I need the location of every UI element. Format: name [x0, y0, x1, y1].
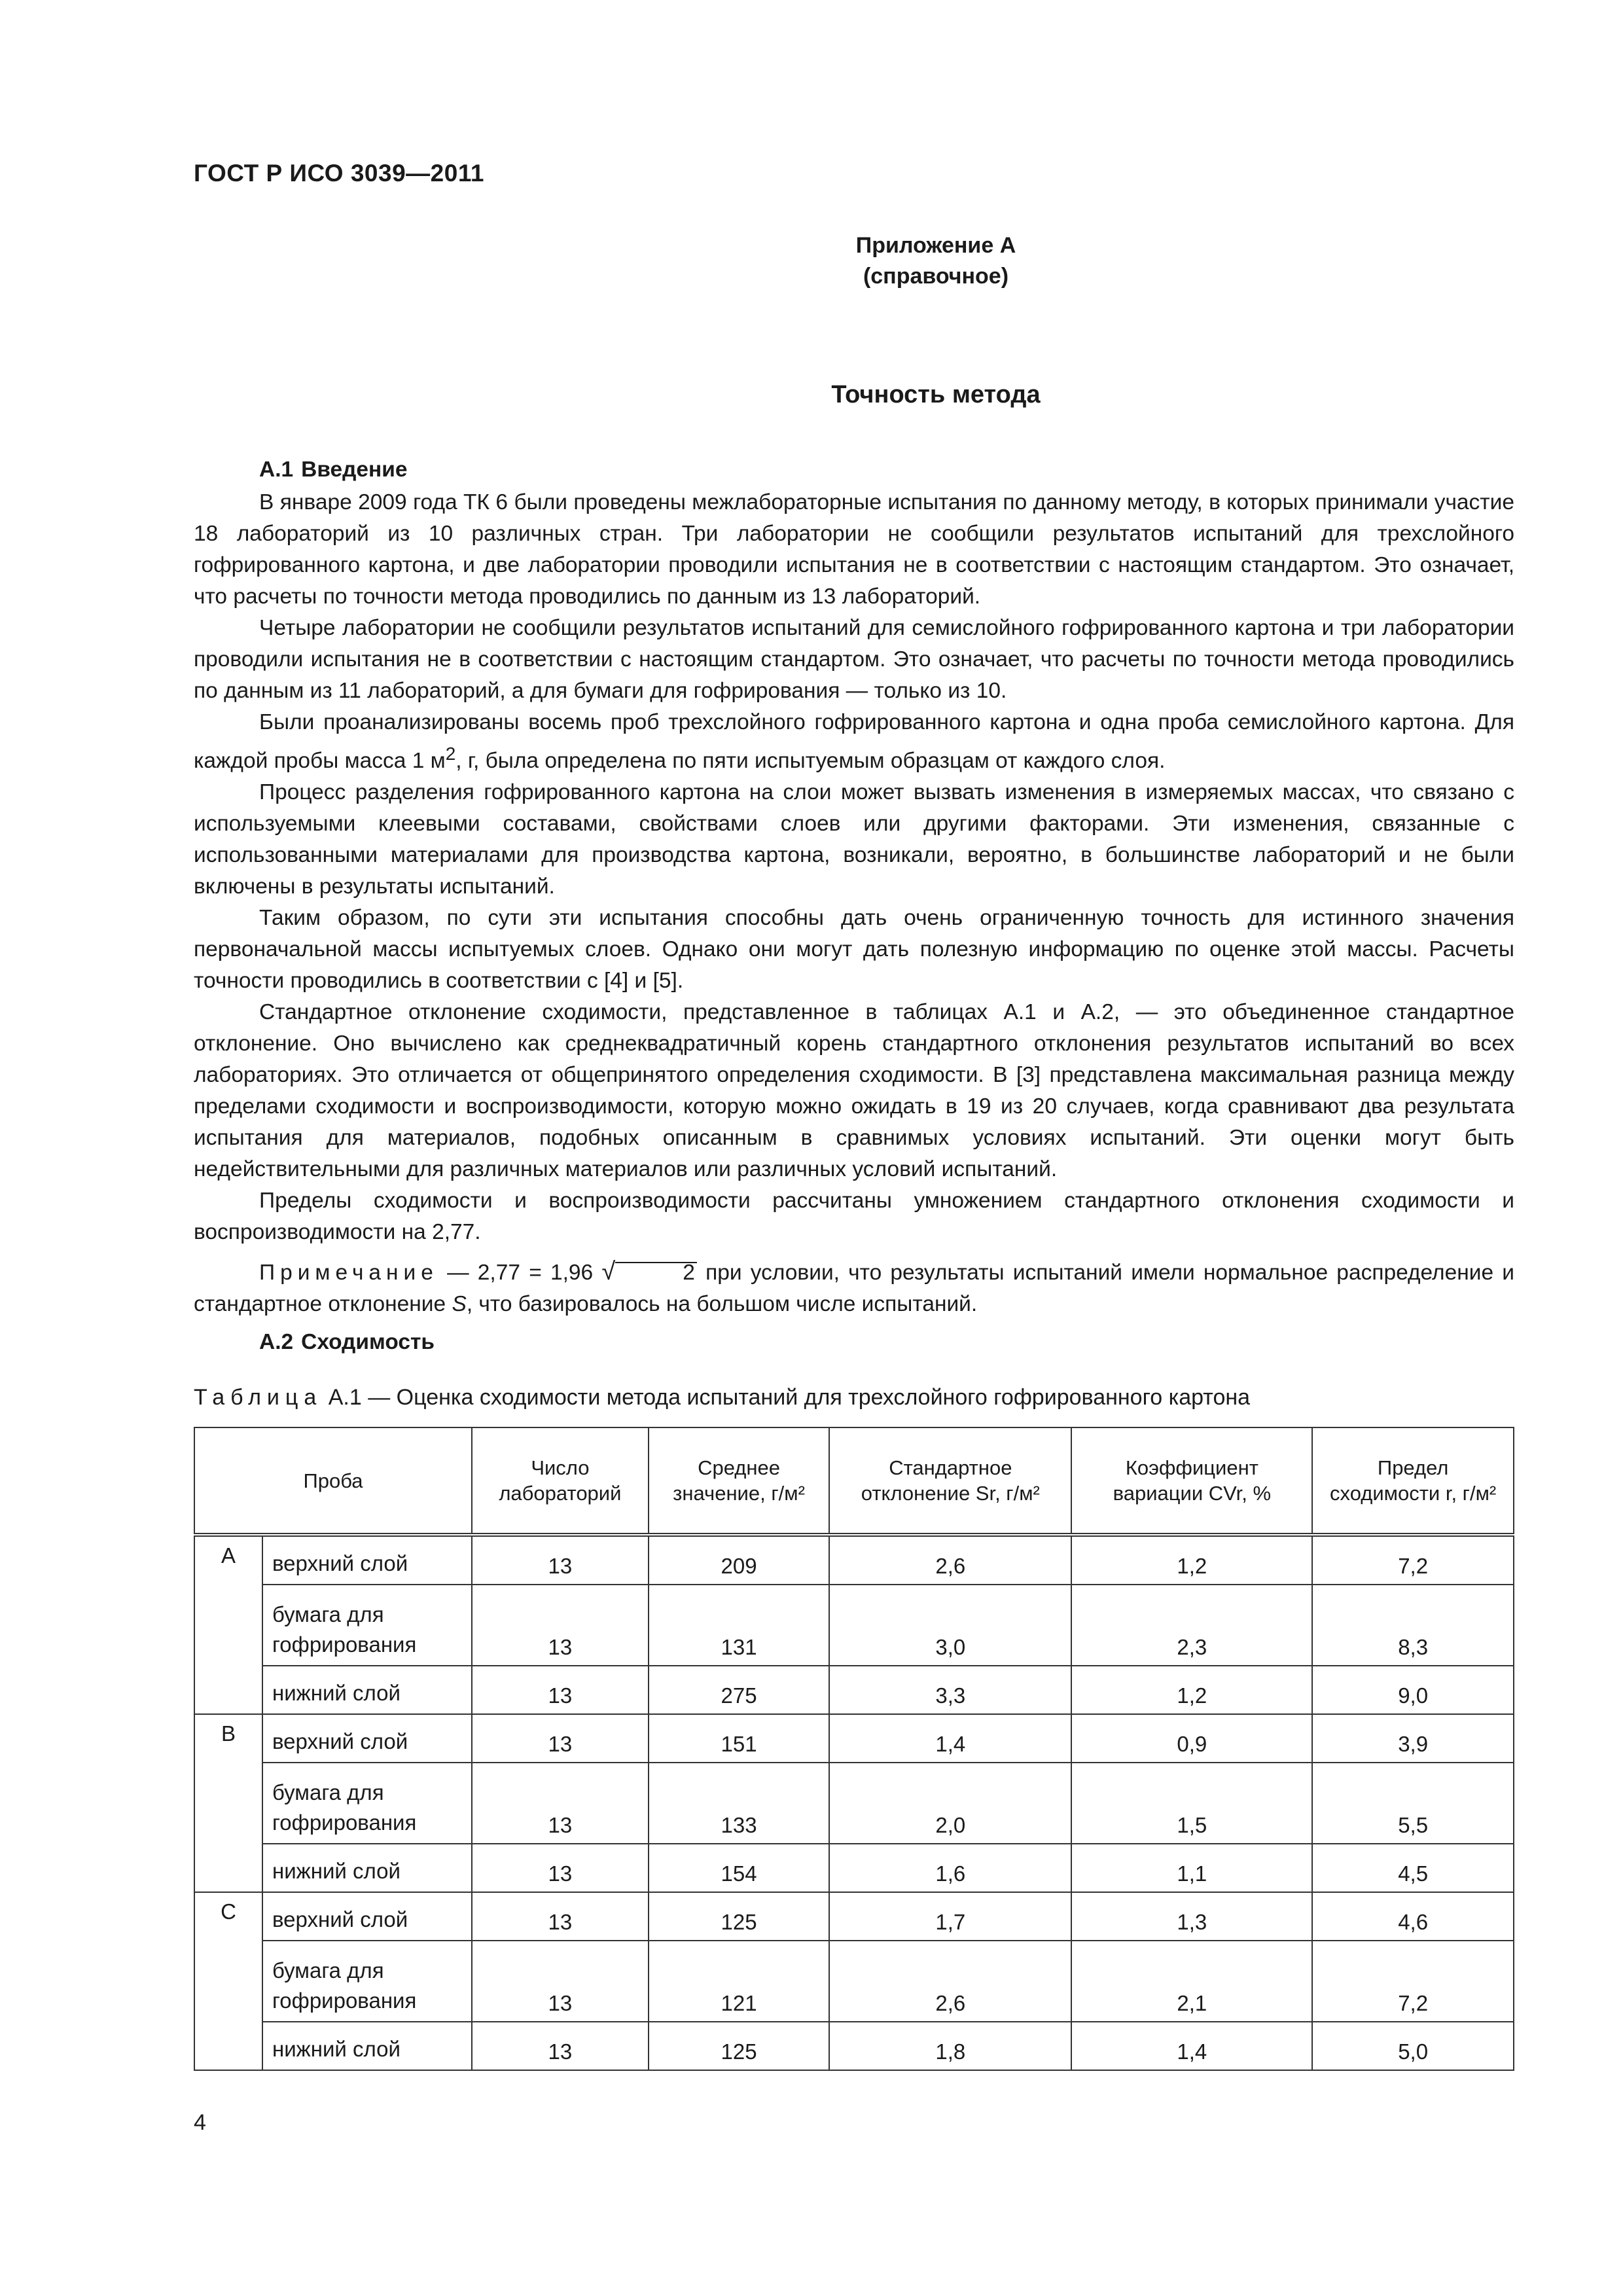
note-text: при условии, что результаты испытаний имели нормальное распределение и стандартное отклонение [194, 1261, 1514, 1317]
sd-cell: 1,4 [829, 1714, 1071, 1763]
table-header-row [194, 1427, 1514, 1535]
sd-cell: 2,6 [829, 1941, 1071, 2022]
cv-cell: 1,5 [1071, 1763, 1312, 1844]
sd-cell: 1,8 [829, 2022, 1071, 2070]
table-row [194, 1763, 1514, 1844]
header-labs: Число лабораторий [472, 1427, 649, 1535]
note-label: Примечание [259, 1261, 438, 1285]
layer-cell: бумага для гофрирования [262, 1585, 472, 1666]
header-limit: Предел сходимости r, г/м² [1312, 1427, 1514, 1535]
paragraph: В январе 2009 года ТК 6 были проведены межлабораторные испытания по данному методу, в которых принимали участие 18 лабораторий из 10 различных стран. Три лаборатории не сообщили результатов испытаний для трехслойного гофрированного картона, и две лаборатории проводили испытания не в соответствии с настоящим стандартом. Это означает, что расчеты по точности метода проводились по данным из 13 лабораторий. [194, 490, 1514, 609]
limit-cell: 5,0 [1312, 2022, 1514, 2070]
table-row [194, 1666, 1514, 1714]
mean-cell: 125 [649, 1892, 830, 1941]
labs-cell: 13 [472, 1585, 649, 1666]
cv-cell: 2,3 [1071, 1585, 1312, 1666]
table-row [194, 2022, 1514, 2070]
cv-cell: 0,9 [1071, 1714, 1312, 1763]
annex-type: (справочное) [863, 264, 1009, 289]
sd-cell: 3,3 [829, 1666, 1071, 1714]
mean-cell: 125 [649, 2022, 830, 2070]
sd-cell: 2,6 [829, 1535, 1071, 1585]
cv-cell: 1,2 [1071, 1535, 1312, 1585]
layer-cell: нижний слой [262, 1666, 472, 1714]
annex-title: Приложение А [855, 233, 1016, 258]
layer-cell: бумага для гофрирования [262, 1941, 472, 2022]
paragraph-text: Были проанализированы восемь проб трехслойного гофрированного картона и одна проба семислойного картона. Для каждой пробы масса 1 м [194, 710, 1514, 774]
subsection-heading-repeatability [259, 1327, 1514, 1359]
superscript: 2 [445, 744, 456, 764]
cv-cell: 1,3 [1071, 1892, 1312, 1941]
header-sample: Проба [194, 1427, 472, 1535]
document-id: ГОСТ Р ИСО 3039—2011 [194, 160, 484, 187]
subsection-title: Сходимость [301, 1330, 435, 1355]
layer-cell: верхний слой [262, 1892, 472, 1941]
limit-cell: 4,5 [1312, 1844, 1514, 1892]
cv-cell: 1,2 [1071, 1666, 1312, 1714]
page-number: 4 [194, 2110, 206, 2135]
subsection-title: Введение [301, 457, 408, 482]
note-text: , что базировалось на большом числе испытаний. [466, 1292, 978, 1317]
note-formula: — 2,77 = 1,96 [438, 1261, 602, 1285]
header-sd: Стандартное отклонение Sr, г/м² [829, 1427, 1071, 1535]
header-mean: Среднее значение, г/м² [649, 1427, 830, 1535]
table-row [194, 1535, 1514, 1585]
table-row [194, 1714, 1514, 1763]
mean-cell: 151 [649, 1714, 830, 1763]
limit-cell: 7,2 [1312, 1941, 1514, 2022]
paragraph: Стандартное отклонение сходимости, представленное в таблицах А.1 и А.2, — это объединенное стандартное отклонение. Оно вычислено как среднеквадратичный корень стандартного отклонения результатов испытаний во всех лабораториях. Это отличается от общепринятого определения сходимости. В [3] представлена максимальная разница между пределами сходимости и воспроизводимости, которую можно ожидать в 19 из 20 случаев, когда сравнивают два результата испытания для материалов, подобных описанным в сравнимых условиях испытаний. Эти оценки могут быть недействительными для различных материалов или различных условий испытаний. [194, 1000, 1514, 1182]
section-title: Точность метода [831, 381, 1041, 408]
sqrt-sign: √ [601, 1258, 616, 1286]
table-row [194, 1892, 1514, 1941]
table-caption-label: Таблица [194, 1385, 323, 1410]
labs-cell: 13 [472, 1941, 649, 2022]
subsection-number: А.2 [259, 1330, 294, 1355]
mean-cell: 209 [649, 1535, 830, 1585]
cv-cell: 1,1 [1071, 1844, 1312, 1892]
labs-cell: 13 [472, 1892, 649, 1941]
header-cv: Коэффициент вариации CVr, % [1071, 1427, 1312, 1535]
table-row [194, 1844, 1514, 1892]
layer-cell: верхний слой [262, 1535, 472, 1585]
layer-cell: нижний слой [262, 2022, 472, 2070]
sample-label: B [194, 1714, 262, 1892]
body-text [194, 454, 1514, 1359]
subsection-heading-intro [259, 454, 1514, 487]
mean-cell: 275 [649, 1666, 830, 1714]
limit-cell: 8,3 [1312, 1585, 1514, 1666]
sd-cell: 2,0 [829, 1763, 1071, 1844]
table-caption [194, 1385, 1250, 1410]
mean-cell: 133 [649, 1763, 830, 1844]
table-caption-text: А.1 — Оценка сходимости метода испытаний для трехслойного гофрированного картона [322, 1385, 1251, 1410]
table-row [194, 1941, 1514, 2022]
limit-cell: 3,9 [1312, 1714, 1514, 1763]
annex-heading [0, 230, 1623, 292]
sd-cell: 3,0 [829, 1585, 1071, 1666]
limit-cell: 9,0 [1312, 1666, 1514, 1714]
sd-cell: 1,6 [829, 1844, 1071, 1892]
mean-cell: 131 [649, 1585, 830, 1666]
paragraph: Таким образом, по сути эти испытания способны дать очень ограниченную точность для истинного значения первоначальной массы испытуемых слоев. Однако они могут дать полезную информацию по оценке этой массы. Расчеты точности проводились в соответствии с [4] и [5]. [194, 906, 1514, 994]
labs-cell: 13 [472, 1844, 649, 1892]
cv-cell: 2,1 [1071, 1941, 1312, 2022]
paragraph: Процесс разделения гофрированного картона на слои может вызвать изменения в измеряемых массах, что связано с используемыми клеевыми составами, свойствами слоев или другими факторами. Эти изменения, связанные с использованными материалами для производства картона, возникали, вероятно, в большинстве лабораторий и не были включены в результаты испытаний. [194, 780, 1514, 899]
labs-cell: 13 [472, 1714, 649, 1763]
subsection-number: А.1 [259, 457, 294, 482]
table-row [194, 1585, 1514, 1666]
paragraph [194, 707, 1514, 777]
mean-cell: 154 [649, 1844, 830, 1892]
note-symbol: S [452, 1292, 467, 1317]
limit-cell: 4,6 [1312, 1892, 1514, 1941]
layer-cell: бумага для гофрирования [262, 1763, 472, 1844]
sample-label: A [194, 1535, 262, 1714]
paragraph-text: , г, была определена по пяти испытуемым образцам от каждого слоя. [455, 749, 1166, 774]
layer-cell: верхний слой [262, 1714, 472, 1763]
limit-cell: 5,5 [1312, 1763, 1514, 1844]
labs-cell: 13 [472, 1763, 649, 1844]
note [194, 1256, 1514, 1320]
labs-cell: 13 [472, 2022, 649, 2070]
paragraph: Пределы сходимости и воспроизводимости рассчитаны умножением стандартного отклонения сходимости и воспроизводимости на 2,77. [194, 1189, 1514, 1245]
sqrt-argument: 2 [615, 1262, 697, 1283]
labs-cell: 13 [472, 1666, 649, 1714]
labs-cell: 13 [472, 1535, 649, 1585]
sample-label: C [194, 1892, 262, 2070]
cv-cell: 1,4 [1071, 2022, 1312, 2070]
paragraph: Четыре лаборатории не сообщили результатов испытаний для семислойного гофрированного картона и три лаборатории проводили испытания не в соответствии с настоящим стандартом. Это означает, что расчеты по точности метода проводились по данным из 11 лабораторий, а для бумаги для гофрирования — только из 10. [194, 616, 1514, 703]
sd-cell: 1,7 [829, 1892, 1071, 1941]
layer-cell: нижний слой [262, 1844, 472, 1892]
repeatability-table [194, 1427, 1514, 2071]
mean-cell: 121 [649, 1941, 830, 2022]
limit-cell: 7,2 [1312, 1535, 1514, 1585]
